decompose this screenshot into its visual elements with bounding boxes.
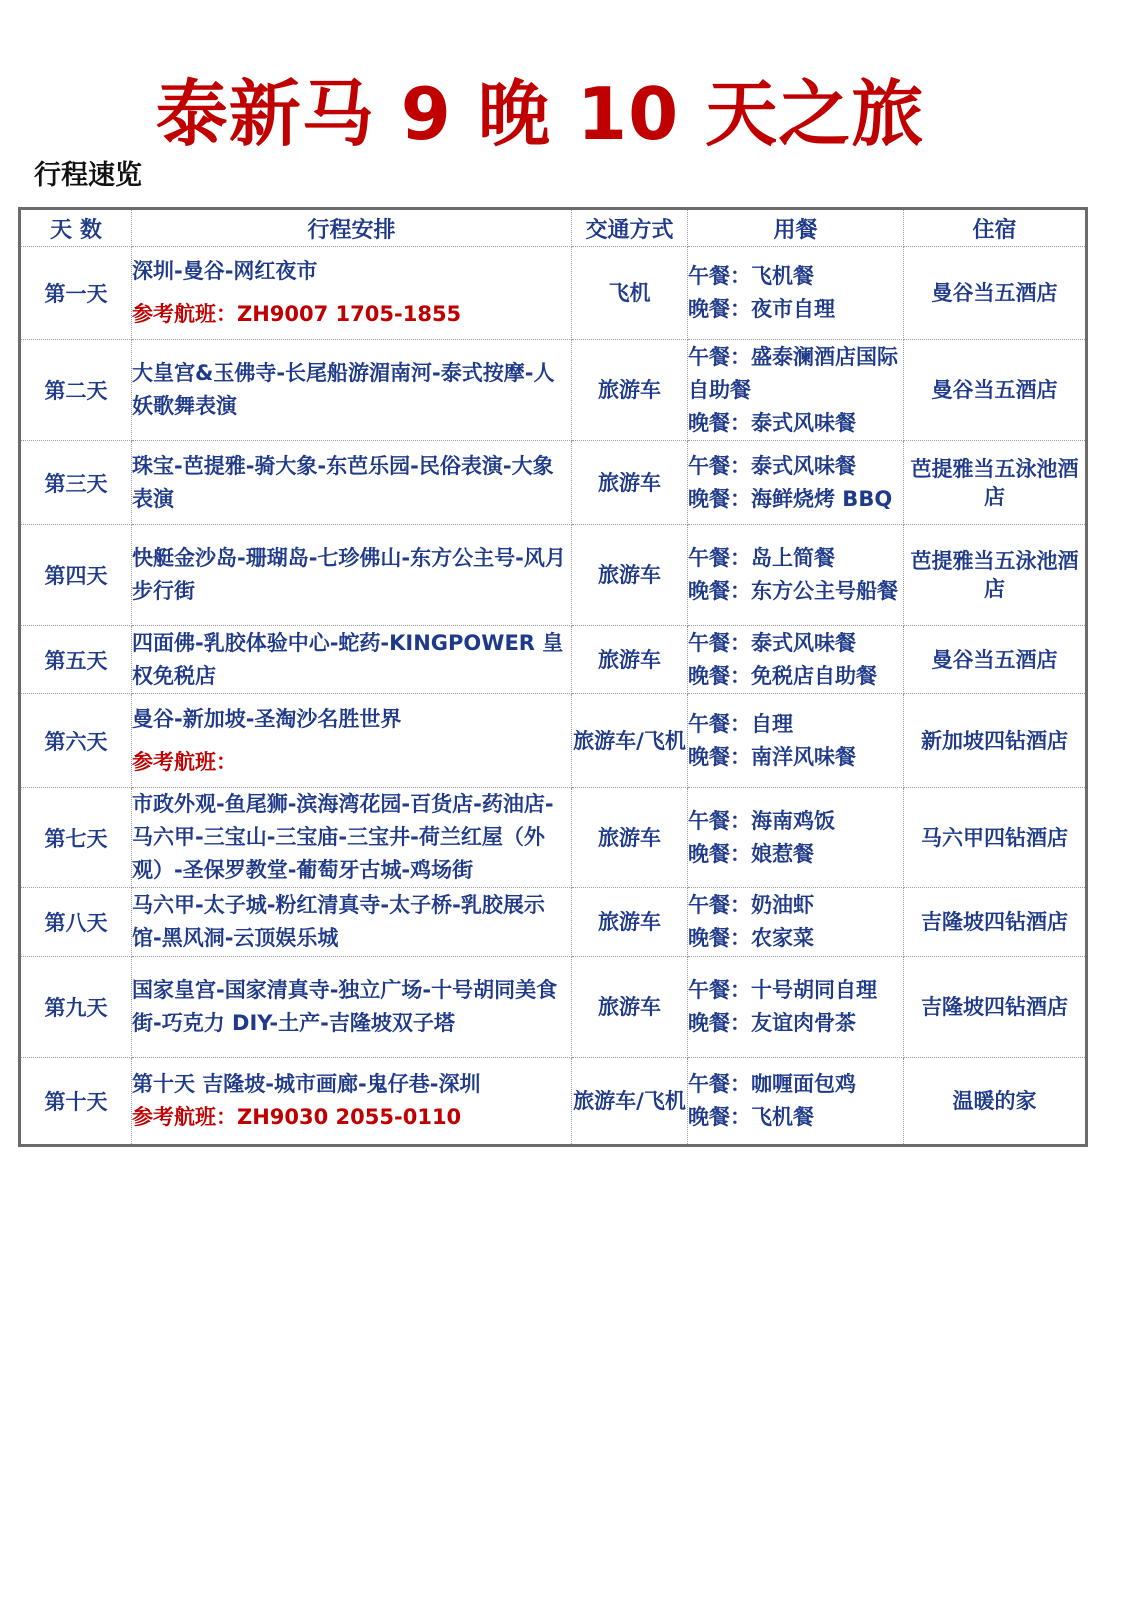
day-cell: 第七天 (20, 788, 132, 888)
lunch-text: 午餐：岛上简餐 (688, 546, 835, 570)
transport-cell: 旅游车 (572, 888, 688, 957)
route-cell (132, 626, 572, 694)
day-cell: 第八天 (20, 888, 132, 957)
route-text: 第十天 吉隆坡-城市画廊-鬼仔巷-深圳 (132, 1072, 481, 1096)
dinner-text: 晚餐：娘惹餐 (688, 841, 814, 866)
route-text: 快艇金沙岛-珊瑚岛-七珍佛山-东方公主号-风月步行街 (132, 546, 566, 603)
transport-cell: 旅游车 (572, 957, 688, 1058)
lunch-text: 午餐：十号胡同自理 (688, 978, 877, 1002)
meal-cell (688, 888, 904, 957)
hotel-cell: 吉隆坡四钻酒店 (904, 957, 1087, 1058)
day-cell: 第三天 (20, 441, 132, 525)
lunch-text: 午餐：奶油虾 (688, 893, 814, 917)
transport-cell: 旅游车 (572, 788, 688, 888)
table-row (20, 888, 1087, 957)
section-heading: 行程速览 (34, 160, 142, 191)
day-cell: 第二天 (20, 340, 132, 441)
lunch-text: 午餐：泰式风味餐 (688, 630, 856, 655)
header-hotel: 住宿 (904, 209, 1087, 247)
meal-cell (688, 788, 904, 888)
dinner-text: 晚餐：泰式风味餐 (688, 410, 856, 435)
dinner-text: 晚餐：友谊肉骨茶 (688, 1011, 856, 1035)
flight-info: 参考航班： (132, 749, 237, 774)
lunch-text: 午餐：泰式风味餐 (688, 453, 856, 478)
route-text: 四面佛-乳胶体验中心-蛇药-KINGPOWER 皇权免税店 (132, 630, 564, 688)
hotel-cell: 曼谷当五酒店 (904, 626, 1087, 694)
route-cell (132, 441, 572, 525)
table-row (20, 247, 1087, 340)
meal-cell (688, 441, 904, 525)
hotel-cell: 新加坡四钻酒店 (904, 694, 1087, 788)
lunch-text: 午餐：自理 (688, 711, 793, 736)
route-text: 曼谷-新加坡-圣淘沙名胜世界 (132, 706, 402, 731)
transport-cell: 旅游车 (572, 340, 688, 441)
hotel-cell: 曼谷当五酒店 (904, 340, 1087, 441)
table-row (20, 957, 1087, 1058)
table-row (20, 694, 1087, 788)
day-cell: 第九天 (20, 957, 132, 1058)
route-cell (132, 525, 572, 626)
route-cell (132, 694, 572, 788)
meal-cell (688, 247, 904, 340)
table-row (20, 788, 1087, 888)
transport-cell: 旅游车 (572, 441, 688, 525)
header-transport: 交通方式 (572, 209, 688, 247)
route-text: 马六甲-太子城-粉红清真寺-太子桥-乳胶展示馆-黑风洞-云顶娱乐城 (132, 893, 545, 950)
table-row (20, 340, 1087, 441)
route-text: 市政外观-鱼尾狮-滨海湾花园-百货店-药油店-马六甲-三宝山-三宝庙-三宝井-荷兰红屋（外观）-圣保罗教堂-葡萄牙古城-鸡场街 (132, 792, 554, 882)
route-cell (132, 957, 572, 1058)
day-cell: 第六天 (20, 694, 132, 788)
hotel-cell: 马六甲四钻酒店 (904, 788, 1087, 888)
table-row (20, 1058, 1087, 1146)
route-text: 国家皇宫-国家清真寺-独立广场-十号胡同美食街-巧克力 DIY-土产-吉隆坡双子塔 (132, 978, 558, 1035)
hotel-cell: 吉隆坡四钻酒店 (904, 888, 1087, 957)
transport-cell: 旅游车 (572, 626, 688, 694)
dinner-text: 晚餐：免税店自助餐 (688, 663, 877, 688)
meal-cell (688, 626, 904, 694)
transport-cell: 旅游车/飞机 (572, 694, 688, 788)
table-row (20, 441, 1087, 525)
dinner-text: 晚餐：东方公主号船餐 (688, 579, 898, 603)
lunch-text: 午餐：盛泰澜酒店国际自助餐 (688, 344, 898, 402)
route-cell (132, 340, 572, 441)
route-cell (132, 247, 572, 340)
lunch-text: 午餐：咖喱面包鸡 (688, 1072, 856, 1096)
meal-cell (688, 957, 904, 1058)
route-text: 珠宝-芭提雅-骑大象-东芭乐园-民俗表演-大象表演 (132, 453, 554, 511)
transport-cell: 旅游车 (572, 525, 688, 626)
hotel-cell: 芭提雅当五泳池酒店 (904, 441, 1087, 525)
hotel-cell: 曼谷当五酒店 (904, 247, 1087, 340)
dinner-text: 晚餐：海鲜烧烤 BBQ (688, 486, 893, 511)
day-cell: 第五天 (20, 626, 132, 694)
transport-cell: 飞机 (572, 247, 688, 340)
page-title: 泰新马 9 晚 10 天之旅 (155, 72, 925, 156)
table-row (20, 626, 1087, 694)
dinner-text: 晚餐：夜市自理 (688, 297, 835, 321)
day-cell: 第十天 (20, 1058, 132, 1146)
flight-info: 参考航班：ZH9007 1705-1855 (132, 302, 462, 326)
itinerary-table (18, 207, 1088, 1147)
route-text: 大皇宫&玉佛寺-长尾船游湄南河-泰式按摩-人妖歌舞表演 (132, 361, 555, 418)
lunch-text: 午餐：飞机餐 (688, 264, 814, 288)
dinner-text: 晚餐：南洋风味餐 (688, 744, 856, 769)
route-cell (132, 1058, 572, 1146)
meal-cell (688, 1058, 904, 1146)
day-cell: 第四天 (20, 525, 132, 626)
table-row (20, 525, 1087, 626)
route-cell (132, 888, 572, 957)
transport-cell: 旅游车/飞机 (572, 1058, 688, 1146)
meal-cell (688, 525, 904, 626)
route-cell (132, 788, 572, 888)
lunch-text: 午餐：海南鸡饭 (688, 808, 835, 833)
meal-cell (688, 694, 904, 788)
meal-cell (688, 340, 904, 441)
header-route: 行程安排 (132, 209, 572, 247)
day-cell: 第一天 (20, 247, 132, 340)
dinner-text: 晚餐：飞机餐 (688, 1105, 814, 1129)
table-header-row (20, 209, 1087, 247)
dinner-text: 晚餐：农家菜 (688, 926, 814, 950)
hotel-cell: 芭提雅当五泳池酒店 (904, 525, 1087, 626)
route-text: 深圳-曼谷-网红夜市 (132, 259, 318, 283)
header-meals: 用餐 (688, 209, 904, 247)
header-day: 天 数 (20, 209, 132, 247)
flight-info: 参考航班：ZH9030 2055-0110 (132, 1105, 462, 1129)
hotel-cell: 温暖的家 (904, 1058, 1087, 1146)
